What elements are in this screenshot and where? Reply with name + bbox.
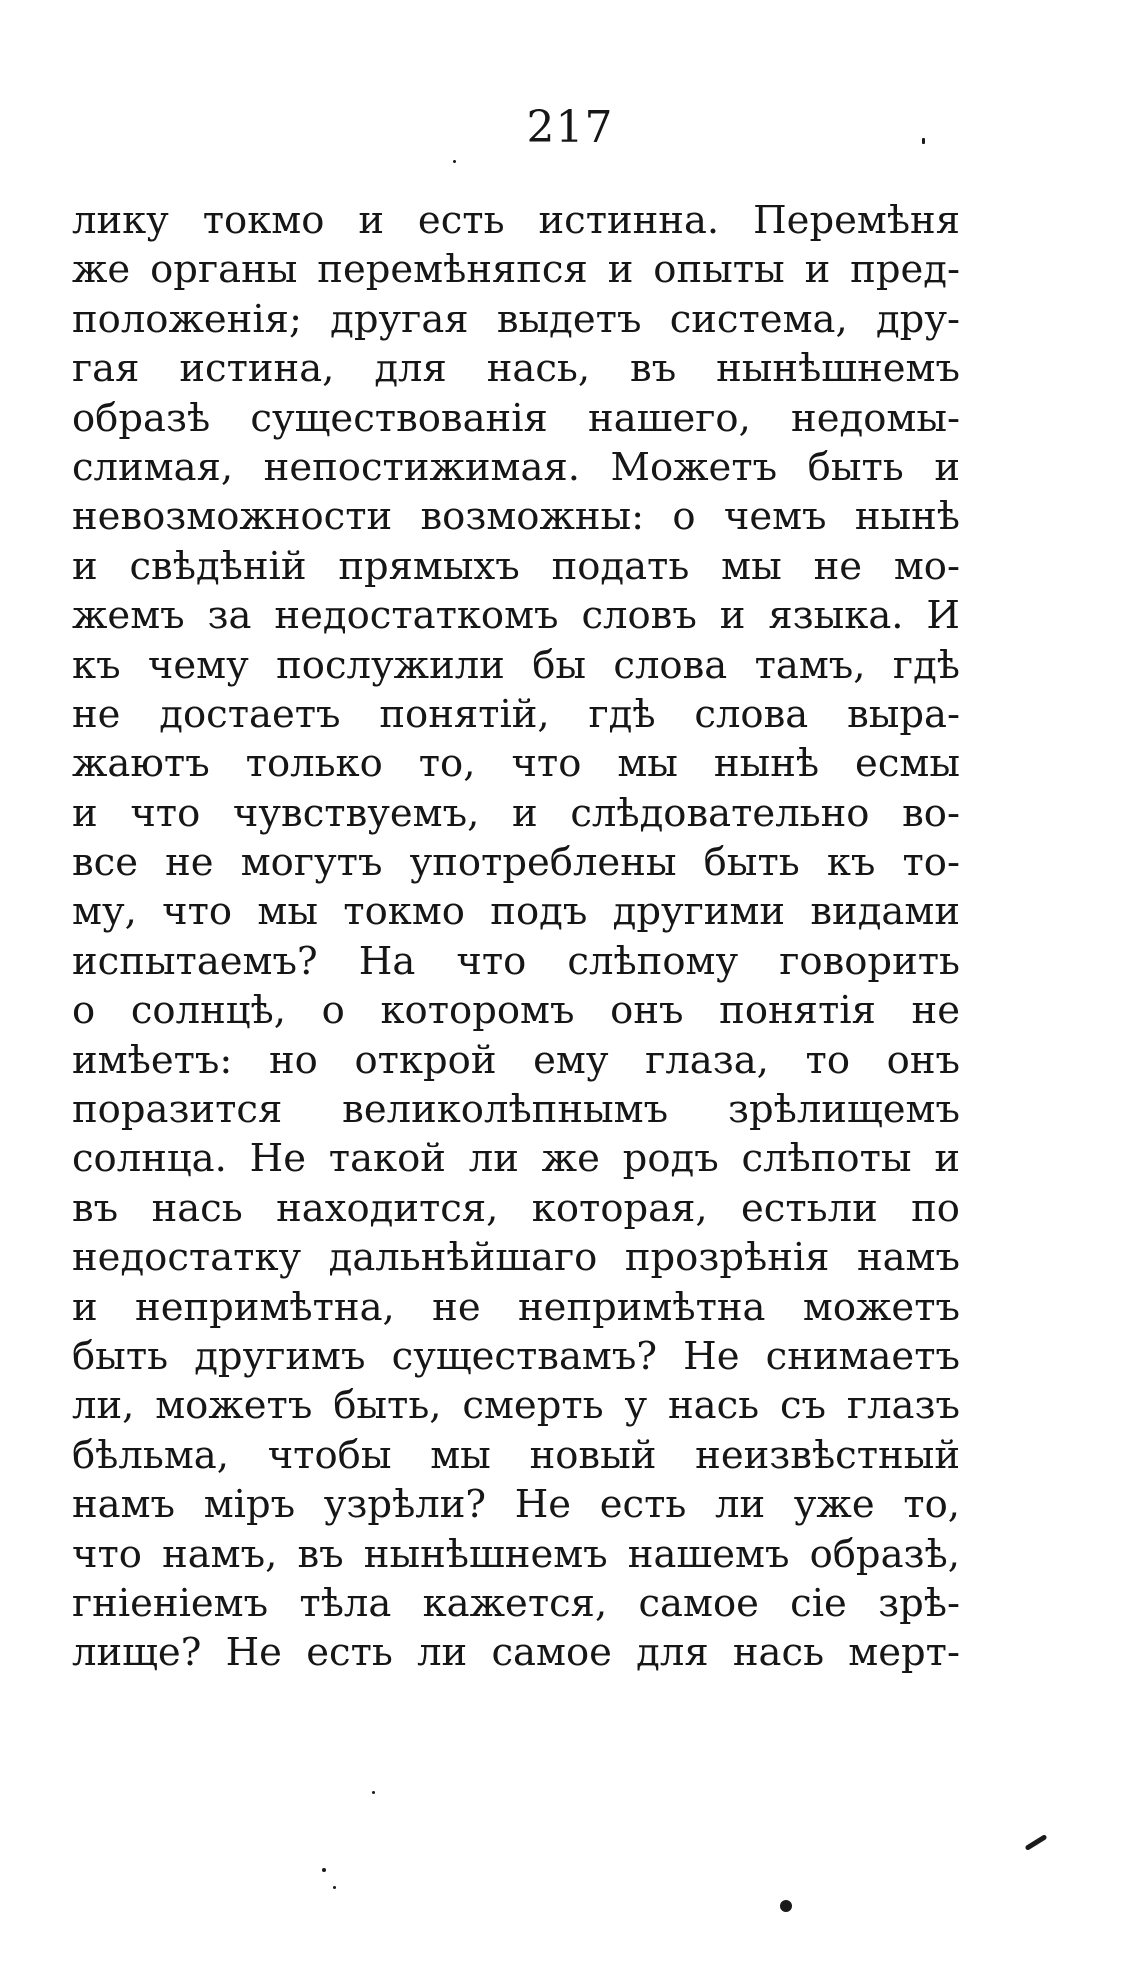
text-line: къ чему послужили бы слова тамъ, гдѣ bbox=[72, 642, 960, 688]
ink-speck bbox=[322, 1868, 326, 1872]
text-line: гніеніемъ тѣла кажется, самое сіе зрѣ- bbox=[72, 1580, 960, 1626]
text-line: жаютъ только то, что мы нынѣ есмы bbox=[72, 741, 960, 787]
text-line: бѣльма, чтобы мы новый неизвѣстный bbox=[72, 1432, 960, 1478]
text-line: лику токмо и есть истинна. Перемѣня bbox=[72, 198, 960, 243]
text-line: о солнцѣ, о которомъ онъ понятія не bbox=[72, 988, 960, 1034]
ink-speck bbox=[780, 1900, 792, 1912]
text-line: и свѣдѣній прямыхъ подать мы не мо- bbox=[72, 543, 960, 589]
ink-speck bbox=[453, 160, 456, 163]
text-line: все не могутъ употреблены быть къ то- bbox=[72, 840, 960, 886]
text-line: лище? Не есть ли самое для нась мерт- bbox=[72, 1630, 960, 1676]
text-line: жемъ за недостаткомъ словъ и языка. И bbox=[72, 593, 960, 639]
ink-speck bbox=[333, 1886, 336, 1889]
text-line: слимая, непостижимая. Можетъ быть и bbox=[72, 444, 960, 490]
body-text bbox=[72, 196, 960, 1678]
text-line: му, что мы токмо подъ другими видами bbox=[72, 889, 960, 935]
text-line: гая истина, для нась, въ нынѣшнемъ bbox=[72, 346, 960, 392]
text-line: испытаемъ? На что слѣпому говорить bbox=[72, 938, 960, 984]
text-line: ли, можетъ быть, смерть у нась съ глазъ bbox=[72, 1383, 960, 1429]
text-line: намъ міръ узрѣли? Не есть ли уже то, bbox=[72, 1482, 960, 1528]
text-line: невозможности возможны: о чемъ нынѣ bbox=[72, 494, 960, 540]
text-line: солнца. Не такой ли же родъ слѣпоты и bbox=[72, 1136, 960, 1182]
ink-speck bbox=[922, 138, 925, 144]
text-line: же органы перемѣняпся и опыты и пред- bbox=[72, 247, 960, 293]
text-line: образѣ существованія нашего, недомы- bbox=[72, 395, 960, 441]
text-line: быть другимъ существамъ? Не снимаетъ bbox=[72, 1333, 960, 1379]
text-line: положенія; другая выдетъ система, дру- bbox=[72, 296, 960, 342]
ink-speck bbox=[372, 1791, 375, 1794]
text-line: имѣетъ: но открой ему глаза, то онъ bbox=[72, 1037, 960, 1083]
ink-stroke bbox=[1024, 1834, 1047, 1851]
text-line: не достаетъ понятій, гдѣ слова выра- bbox=[72, 691, 960, 737]
text-line: и непримѣтна, не непримѣтна можетъ bbox=[72, 1284, 960, 1330]
text-line: и что чувствуемъ, и слѣдовательно во- bbox=[72, 790, 960, 836]
text-line: въ нась находится, которая, естьли по bbox=[72, 1185, 960, 1231]
page-number: 217 bbox=[526, 102, 614, 153]
text-line: что намъ, въ нынѣшнемъ нашемъ образѣ, bbox=[72, 1531, 960, 1577]
text-line: недостатку дальнѣйшаго прозрѣнія намъ bbox=[72, 1235, 960, 1281]
text-line: поразится великолѣпнымъ зрѣлищемъ bbox=[72, 1087, 960, 1133]
